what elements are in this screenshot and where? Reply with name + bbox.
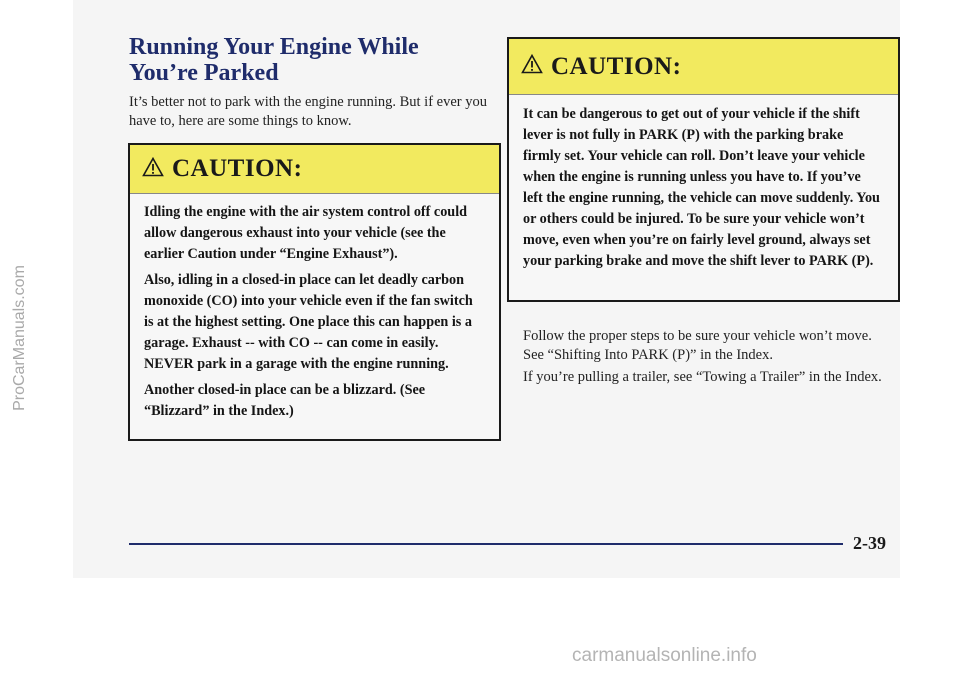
page-number: 2-39 (853, 533, 886, 553)
section-title-line2: You’re Parked (129, 60, 279, 86)
warning-triangle-icon (521, 54, 543, 79)
caution-box-right (507, 37, 900, 302)
caution-right-paragraph-1: It can be dangerous to get out of your vehicle if the shift lever is not fully in PARK (P) with the parking brake firmly set. Your vehicle can roll. Don’t leave your vehicle when the engine is running unless you have to. If you’ve left the engine running, the vehicle can move suddenly. You or others could be injured. To be sure your vehicle won’t move, even when you’re on fairly level ground, always set your parking brake and move the shift lever to PARK (P). (523, 106, 880, 269)
body-paragraph-1: Follow the proper steps to be sure your vehicle won’t move. See “Shifting Into PARK (P)” in the Index. (523, 328, 872, 363)
caution-left-paragraph-3: Another closed-in place can be a blizzard. (See “Blizzard” in the Index.) (144, 382, 426, 419)
section-title-line1: Running Your Engine While (129, 34, 419, 60)
caution-heading-left: CAUTION: (172, 155, 303, 182)
side-watermark (6, 0, 34, 675)
caution-header-left (130, 145, 499, 194)
caution-heading-right: CAUTION: (551, 52, 682, 80)
caution-body-right (509, 95, 898, 272)
footer-watermark: carmanualsonline.info (572, 645, 757, 666)
intro-paragraph: It’s better not to park with the engine running. But if ever you have to, here are some things to know. (129, 94, 487, 129)
caution-header-right (509, 39, 898, 95)
warning-triangle-icon (142, 157, 164, 182)
caution-left-paragraph-1: Idling the engine with the air system control off could allow dangerous exhaust into your vehicle (see the earlier Caution under “Engine Exhaust”). (144, 204, 468, 262)
side-watermark-text: ProCarManuals.com (11, 264, 28, 411)
body-paragraph-2: If you’re pulling a trailer, see “Towing a Trailer” in the Index. (523, 369, 882, 385)
footer-rule (129, 543, 843, 545)
caution-left-paragraph-2: Also, idling in a closed-in place can let deadly carbon monoxide (CO) into your vehicle even if the fan switch is at the highest setting. One place this can happen is a garage. Exhaust -- with CO -- can come in easily. NEVER park in a garage with the engine running. (144, 272, 473, 372)
caution-box-left (128, 143, 501, 441)
caution-body-left (130, 194, 499, 422)
section-title (129, 34, 509, 86)
